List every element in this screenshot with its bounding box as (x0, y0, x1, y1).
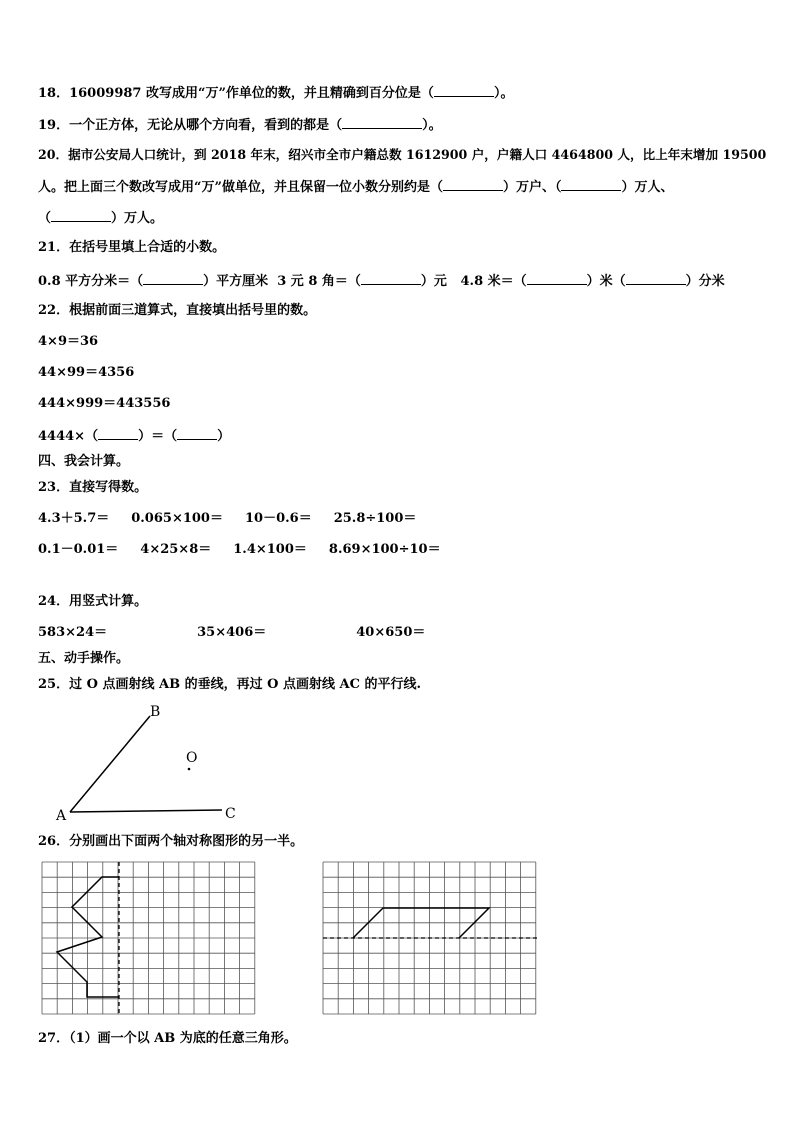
q23-r2-item: 0.1－0.01＝ (38, 542, 119, 557)
q23-r1-item: 4.3＋5.7＝ (38, 511, 110, 526)
question-26-title: 26．分别画出下面两个轴对称图形的另一半。 (38, 834, 304, 849)
q21-a1: 0.8 平方分米＝（ (38, 274, 144, 289)
q20-line2b: ）万户、（ (502, 180, 562, 195)
question-24-title: 24．用竖式计算。 (38, 594, 148, 609)
q23-r2-item: 8.69×100÷10＝ (328, 542, 441, 557)
q22-eq4c: ） (217, 429, 231, 444)
q18-end: ）。 (493, 86, 514, 101)
label-a: A (56, 808, 67, 824)
q22-title: 22．根据前面三道算式，直接填出括号里的数。 (38, 303, 317, 318)
section-4-heading: 四、我会计算。 (38, 454, 130, 469)
q20-line3a: （ (38, 211, 52, 226)
q22-eq4b: ）＝（ (138, 429, 178, 444)
q21-b2: ）元 (420, 274, 447, 289)
q21-c1: 4.8 米＝（ (460, 274, 527, 289)
q24-item: 40×650＝ (356, 625, 426, 640)
label-b: B (150, 704, 161, 720)
q24-item: 35×406＝ (197, 625, 267, 640)
q23-r1-item: 10－0.6＝ (244, 511, 312, 526)
q23-r1-item: 25.8÷100＝ (333, 511, 417, 526)
q21-c3: ）分米 (685, 274, 725, 289)
grid-left (42, 862, 255, 1014)
q19-end: ）。 (422, 118, 442, 133)
q21-a2: ）平方厘米 (203, 274, 269, 289)
q20-line1: 20．据市公安局人口统计，到 2018 年末，绍兴市全市户籍总数 1612900 户，户籍人口 4464800 人，比上年末增加 19500 (38, 147, 767, 162)
q21-b1: 3 元 8 角＝（ (277, 274, 361, 289)
label-c: C (225, 806, 236, 822)
q22-eq1: 4×9＝36 (38, 334, 99, 349)
q19-text: 19．一个正方体，无论从哪个方向看，看到的都是（ (38, 118, 343, 133)
q20-line2a: 人。把上面三个数改写成用“万”做单位，并且保留一位小数分别约是（ (38, 180, 443, 195)
q23-r1-item: 0.065×100＝ (131, 511, 223, 526)
q24-item: 583×24＝ (38, 625, 108, 640)
section-5-heading: 五、动手操作。 (38, 651, 130, 666)
q21-c2: ）米（ (586, 274, 626, 289)
q20-line3b: ）万人。 (111, 211, 164, 226)
q22-eq2: 44×99＝4356 (38, 365, 135, 380)
q21-title: 21．在括号里填上合适的小数。 (38, 240, 226, 255)
question-25-title: 25．过 O 点画射线 AB 的垂线，再过 O 点画射线 AC 的平行线. (38, 677, 421, 692)
label-o: O (186, 750, 198, 766)
question-23-title: 23．直接写得数。 (38, 480, 148, 495)
q22-eq4a: 4444×（ (38, 429, 99, 444)
q22-eq3: 444×999＝443556 (38, 396, 171, 411)
q23-r2-item: 1.4×100＝ (233, 542, 307, 557)
q20-line2c: ）万人、 (621, 180, 674, 195)
q18-text: 18．16009987 改写成用“万”作单位的数，并且精确到百分位是（ (38, 86, 434, 101)
q23-r2-item: 4×25×8＝ (140, 542, 212, 557)
question-27-title: 27．（1）画一个以 AB 为底的任意三角形。 (38, 1031, 297, 1046)
